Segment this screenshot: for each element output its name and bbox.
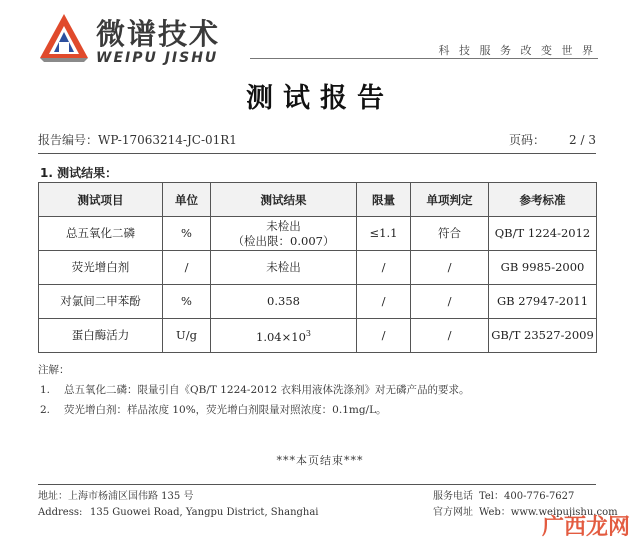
section-title: 1. 测试结果：: [40, 166, 118, 180]
result-value: 未检出: [266, 218, 301, 233]
table-row: [39, 319, 597, 353]
footer-address: [38, 489, 319, 521]
cell-result: 未检出: [211, 251, 357, 285]
page-value: 2 / 3: [569, 133, 596, 147]
cell-item: 蛋白酶活力: [39, 319, 163, 353]
report-number-label: 报告编号：: [38, 133, 99, 147]
cell-unit: /: [163, 251, 211, 285]
cell-limit: /: [357, 251, 411, 285]
note-item: [38, 380, 470, 400]
footer-divider: [38, 484, 596, 485]
notes-section: [38, 360, 470, 420]
brand-name-en: WEIPU JISHU: [96, 50, 219, 66]
web-link[interactable]: www.weipujishu.com: [510, 507, 618, 518]
page-label: 页码：: [509, 133, 546, 147]
watermark-text: 广西龙网: [541, 515, 630, 540]
company-slogan: 科 技 服 务 改 变 世 界: [438, 44, 596, 57]
cell-judgement: /: [411, 285, 489, 319]
note-number: 1.: [40, 384, 51, 396]
company-logo: [38, 10, 248, 70]
note-text: 总五氧化二磷：限量引自《QB/T 1224-2012 衣料用液体洗涤剂》对无磷产品的要求。: [64, 384, 470, 396]
cell-unit: %: [163, 217, 211, 251]
table-header-row: [39, 183, 597, 217]
table-row: [39, 285, 597, 319]
header-divider: [250, 58, 598, 59]
cell-limit: /: [357, 285, 411, 319]
note-item: [38, 400, 470, 420]
cell-standard: GB 27947-2011: [489, 285, 597, 319]
result-detection-limit: （检出限：0.007）: [232, 233, 335, 248]
address-cn: [38, 489, 319, 505]
cell-item: 荧光增白剂: [39, 251, 163, 285]
cell-result: [211, 217, 357, 251]
results-table: [38, 182, 597, 353]
table-row: [39, 251, 597, 285]
cell-result: 0.358: [211, 285, 357, 319]
page-end-marker: ***本页结束***: [276, 454, 364, 467]
column-header: 单项判定: [411, 183, 489, 217]
cell-unit: U/g: [163, 319, 211, 353]
web-label: Web：: [479, 507, 511, 518]
column-header: 参考标准: [489, 183, 597, 217]
cell-limit: ≤1.1: [357, 217, 411, 251]
cell-standard: GB/T 23527-2009: [489, 319, 597, 353]
address-en-label: Address:: [38, 507, 83, 518]
cell-standard: QB/T 1224-2012: [489, 217, 597, 251]
table-row: [39, 217, 597, 251]
logo-triangle-icon: [38, 12, 90, 64]
cell-unit: %: [163, 285, 211, 319]
document-title: 测试报告: [246, 83, 394, 114]
meta-divider: [38, 153, 596, 154]
result-value: 1.04×10: [256, 329, 306, 344]
column-header: 测试结果: [211, 183, 357, 217]
address-cn-label: 地址：: [38, 491, 68, 502]
page-number: [509, 131, 596, 148]
cell-limit: /: [357, 319, 411, 353]
note-text: 荧光增白剂：样品浓度 10%，荧光增白剂限量对照浓度：0.1mg/L。: [64, 404, 387, 416]
address-cn-value: 上海市杨浦区国伟路 135 号: [68, 491, 194, 502]
cell-judgement: /: [411, 251, 489, 285]
column-header: 限量: [357, 183, 411, 217]
brand-name-cn: 微谱技术: [96, 17, 221, 51]
address-en: [38, 505, 319, 521]
service-label: 服务电话: [433, 491, 473, 502]
cell-item: 对氯间二甲苯酚: [39, 285, 163, 319]
cell-item: 总五氧化二磷: [39, 217, 163, 251]
note-number: 2.: [40, 404, 51, 416]
cell-result: [211, 319, 357, 353]
cell-judgement: 符合: [411, 217, 489, 251]
cell-standard: GB 9985-2000: [489, 251, 597, 285]
notes-title: 注解：: [38, 364, 70, 376]
website-label: 官方网址: [433, 507, 473, 518]
result-exponent: 3: [305, 329, 311, 339]
cell-judgement: /: [411, 319, 489, 353]
tel-value: 400-776-7627: [504, 491, 575, 502]
column-header: 单位: [163, 183, 211, 217]
report-number: [38, 131, 237, 148]
service-phone: [433, 489, 618, 505]
tel-label: Tel：: [479, 491, 505, 502]
address-en-value: 135 Guowei Road, Yangpu District, Shanghai: [90, 507, 319, 518]
column-header: 测试项目: [39, 183, 163, 217]
report-number-value: WP-17063214-JC-01R1: [98, 133, 237, 147]
